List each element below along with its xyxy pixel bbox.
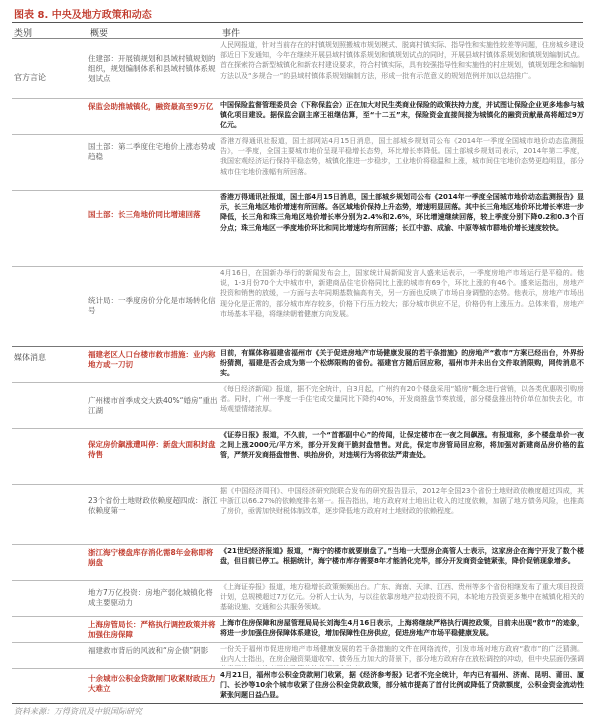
row-divider [12, 266, 583, 267]
row-divider [12, 580, 583, 581]
row-divider [12, 98, 583, 99]
row-summary: 十余城市公积金贷款闸门收紧财政压力大难立 [88, 674, 216, 693]
row-event: 目前，有媒体称福建省福州市《关于促进房地产市场健康发展的若干条措施》的房地产“救市”方案已经出台，外界纷纷猜测，福建是否会成为第一个松绑限购的省份。福建官方随后回应称，福州市并未出台文件取消限购，网传消息不实。 [220, 349, 584, 378]
row-divider [12, 484, 583, 485]
row-summary: 住建部：开展镇规划和县域村镇规划的组织，规划编制体系和县域村镇体系规划试点 [88, 54, 216, 83]
row-divider [12, 616, 583, 617]
header-event: 事件 [222, 29, 241, 39]
row-event: 据《中国经济周刊》、中国经济研究院联合发布的研究报告显示，2012年全国23个省份土地财政依赖度超过四成，其中浙江以66.27%的依赖度排名第一。报告指出，地方政府对土地出让收入的过度依赖，加剧了地方债务风险，也推高了房价，亟需加快财税体制改革，逐步降低地方政府对土地财政的依赖程度。 [220, 487, 584, 516]
category-media: 媒体消息 [14, 353, 46, 362]
top-rule [12, 22, 583, 23]
bottom-rule [12, 703, 583, 704]
row-summary: 国土部：第二季度住宅地价上涨态势或趋稳 [88, 142, 216, 161]
row-event: 一份关于福州市促进房地产市场健康发展的若干条措施的文件在网络流传，引发市场对地方政府“救市”的广泛猜测。业内人士指出，在房企融资渠道收窄、债务压力加大的背景下，部分地方政府存在放松调控的冲动，但中央层面仍强调 [220, 645, 584, 664]
category-official: 官方言论 [14, 73, 46, 82]
row-divider [12, 428, 583, 429]
row-event: 《21世纪经济报道》报道，“海宁的楼市就要崩盘了。”当地一大型房企高管人士表示，这家房企在海宁开发了数个楼盘，但目前已停工。根据统计，海宁楼市库存需要8年才能消化完毕，部分开发商资金链紧张，降价促销现象增多。 [220, 547, 584, 566]
row-event: 香港万得通讯社报道，国土部网站4月15日消息，国土部城乡规划司公布《2014年一季度全国城市地价动态监测报告》，一季度，全国主要城市地价呈现平稳增长态势，环比增长率降低。国土部城乡规划司表示，2014年第二季度，我国宏观经济运行保持平稳态势，城镇化推进一步稳步，工业地价将稳温和上涨，城市间住宅地价态势更趋明显，部分城市住宅地价涨幅有所回落。 [220, 137, 584, 176]
row-summary: 地方7万亿投资：房地产弱化城镇化将成主要驱动力 [88, 588, 213, 607]
row-divider [12, 668, 583, 669]
row-summary: 保定房价飙涨遭叫停：新盘大面积封盘待售 [88, 440, 216, 459]
row-event: 中国保险监督管理委员会（下称保监会）正在加大对民生类商业保险的政策扶持力度，并试图让保险企业更多地参与城镇化项目建设。据保监会副主席王祖继估算，至“十二五”末，保险资金直接间接为城镇化的融资贡献最高将超过9万亿元。 [220, 101, 584, 130]
row-divider [12, 190, 583, 191]
category-divider [12, 346, 583, 347]
row-event: 4月16日，在国新办举行的新闻发布会上，国家统计局新闻发言人盛来运表示，一季度房地产市场运行是平稳的。他说，1-3月份70个大中城市中，新建商品住宅价格同比上涨的城市有69个，环比上涨的有46个。盛来运指出，房地产投资和销售的放缓，一方面与去年同期基数偏高有关，另一方面也反映了市场自身调整的态势。他表示，房地产市场出现分化是正常的，部分城市库存较多，价格下行压力较大；部分城市供应不足，价格仍有上涨压力。总体来看，房地产市场基本平稳，将继续朝着健康方向发展。 [220, 269, 584, 318]
header-category: 类别 [14, 29, 33, 39]
row-divider [12, 544, 583, 545]
row-divider [12, 642, 583, 643]
row-event: 人民网报道，针对当前存在的村镇规划照搬城市规划模式、脱离村镇实际、指导性和实施性较差等问题，住房城乡建设部近日下发通知，今年在继续开展县域村镇体系规划和镇规划试点的同时，开展县域村镇体系规划和镇规划编制试点。首在探索符合新型城镇化和新农村建设要求，符合村镇实际，具有较强指导性和实施性的村庄规划，镇规划理念和编制方法以及“多规合一”的县域村镇体系规划编制方法，形成一批有示范意义的规划范例并加以总结推广。 [220, 41, 584, 80]
row-event: 4月21日，福州市公积金贷款闸门收紧，据《经济参考报》记者不完全统计，年内已有福州、济南、昆明、莆田、厦门、长沙等10余个城市收紧了住房公积金贷款政策，部分城市提高了首付比例或降低了贷款额度，公积金资金流动性紧张问题日益凸显。 [220, 671, 584, 700]
header-rule [12, 38, 583, 39]
row-summary: 上海房管局长：严格执行调控政策并将加强住房保障 [88, 620, 216, 639]
row-summary: 国土部：长三角地价同比增速回落 [88, 210, 201, 219]
row-event: 香港万得通讯社报道，国土部4月15日消息，国土部城乡规划司公布《2014年一季度全国城市地价动态监测报告》显示，长三角地区地价增速有所回落。各区域地价保持上升态势，增速明显回落。其中长三角地区地价环比增长率进一步降低，长三角和珠三角地区地价增长率分别为2.4%和2.6%，环比增速继续回落，较上季度分别下降0.2和0.3个百分点；珠三角地区一季度地价环比和同比增速均有所回落；长江中游、成渝、中原等城市群地价增长速度较快。 [220, 193, 584, 232]
row-event: 《上海证券报》报道，地方稳增长政策频频出台。广东、海南、天津、江西、贵州等多个省份相继发布了重大项目投资计划，总规模超过7万亿元。分析人士认为，与以往依靠房地产拉动投资不同，本轮地方投资更多集中在城镇化相关的基础设施、交通和公共服务领域。 [220, 583, 584, 612]
row-summary: 福建老区人口台楼市救市措施：业内称地方或一刀切 [88, 350, 216, 369]
row-event: 《每日经济新闻》报道，据不完全统计，自3月起，广州约有20个楼盘采用“婚房”概念进行营销，以各类优惠吸引购房者。同时，广州一季度一手住宅成交量同比下降约40%，开发商推盘节奏放缓，部分楼盘推出特价单位加快去化，市场观望情绪浓厚。 [220, 385, 584, 414]
row-summary: 福建救市背后的风波和“房企债”阴影 [88, 646, 209, 655]
header-summary: 概要 [90, 29, 109, 39]
row-event: 《证券日报》报道，不久前，一个“首都副中心”的传闻，让保定楼市在一夜之间飙涨。有报道称，多个楼盘单价一夜之间上涨2000元/平方米，部分开发商干脆封盘惜售。对此，保定市房管局回应称，将加强对新建商品房价格的监管，严禁开发商捂盘惜售、哄抬房价，对违规行为将依法严肃查处。 [220, 431, 584, 460]
row-event: 上海市住房保障和房屋管理局局长刘海生4月16日表示，上海将继续严格执行调控政策，目前未出现“救市”的迹象，将进一步加强住房保障体系建设，增加保障性住房供应，促进房地产市场平稳健康发展。 [220, 619, 584, 638]
row-summary: 保监会助推城镇化，融资最高至9万亿 [88, 102, 214, 111]
row-summary: 浙江海宁楼盘库存消化需8年金称即将崩盘 [88, 548, 214, 567]
row-summary: 统计局：一季度房价分化是市场转化信号 [88, 296, 216, 315]
source-note: 资料来源：万得资讯及中银国际研究 [14, 707, 142, 716]
row-divider [12, 134, 583, 135]
row-summary: 23个省份土地财政依赖度超四成：浙江依赖度第一 [88, 496, 218, 515]
row-divider [12, 382, 583, 383]
row-summary: 广州楼市首季成交大跌40%“婚房”重出江湖 [88, 396, 218, 415]
table-title: 图表 8. 中央及地方政策和动态 [14, 10, 152, 21]
